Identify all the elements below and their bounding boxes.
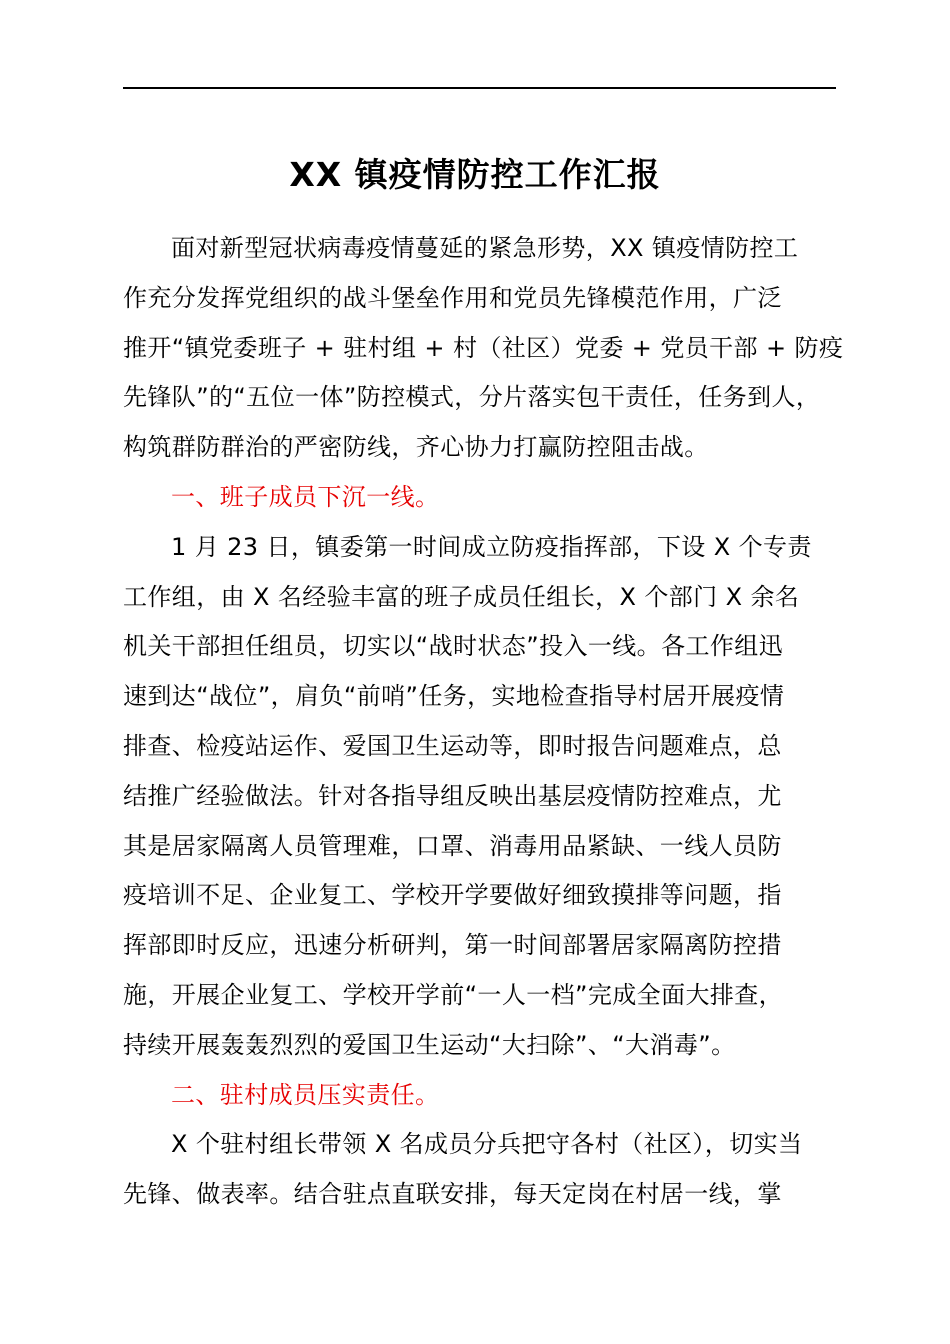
text-line: 先锋、做表率。结合驻点直联安排，每天定岗在村居一线，掌: [123, 1180, 782, 1209]
section-heading-1: [123, 473, 863, 523]
text-line: 施，开展企业复工、学校开学前“一人一档”完成全面大排查，: [123, 980, 784, 1009]
intro-paragraph: [123, 224, 863, 473]
section-1-paragraph: [123, 523, 863, 1071]
text-line: 疫培训不足、企业复工、学校开学要做好细致摸排等问题，指: [123, 881, 782, 910]
text-line: 挥部即时反应，迅速分析研判，第一时间部署居家隔离防控措: [123, 931, 782, 960]
heading-line: 一、班子成员下沉一线。: [171, 482, 440, 511]
text-line: 工作组，由 X 名经验丰富的班子成员任组长，X 个部门 X 余名: [123, 582, 800, 611]
text-line: 机关干部担任组员，切实以“战时状态”投入一线。各工作组迅: [123, 632, 784, 661]
heading-line: 二、驻村成员压实责任。: [171, 1080, 440, 1109]
text-line: 持续开展轰轰烈烈的爱国卫生运动“大扫除”、“大消毒”。: [123, 1030, 736, 1059]
header-rule: [123, 87, 836, 89]
text-line: 面对新型冠状病毒疫情蔓延的紧急形势，XX 镇疫情防控工: [171, 234, 799, 262]
section-2-paragraph: [123, 1120, 863, 1220]
text-line: 作充分发挥党组织的战斗堡垒作用和党员先锋模范作用，广泛: [123, 283, 782, 312]
text-line: 推开“镇党委班子 + 驻村组 + 村（社区）党委 + 党员干部 + 防疫: [123, 333, 844, 362]
text-line: X 个驻村组长带领 X 名成员分兵把守各村（社区），切实当: [171, 1130, 803, 1159]
text-line: 其是居家隔离人员管理难，口罩、消毒用品紧缺、一线人员防: [123, 831, 782, 860]
document-body: [123, 224, 863, 1220]
text-line: 速到达“战位”，肩负“前哨”任务，实地检查指导村居开展疫情: [123, 682, 785, 711]
document-title: XX 镇疫情防控工作汇报: [289, 155, 661, 194]
section-heading-2: [123, 1071, 863, 1121]
text-line: 先锋队”的“五位一体”防控模式，分片落实包干责任，任务到人，: [123, 383, 821, 412]
text-line: 构筑群防群治的严密防线，齐心协力打赢防控阻击战。: [123, 433, 709, 462]
text-line: 排查、检疫站运作、爱国卫生运动等，即时报告问题难点，总: [123, 731, 782, 760]
text-line: 结推广经验做法。针对各指导组反映出基层疫情防控难点，尤: [123, 781, 782, 810]
text-line: 1 月 23 日，镇委第一时间成立防疫指挥部，下设 X 个专责: [171, 532, 812, 561]
